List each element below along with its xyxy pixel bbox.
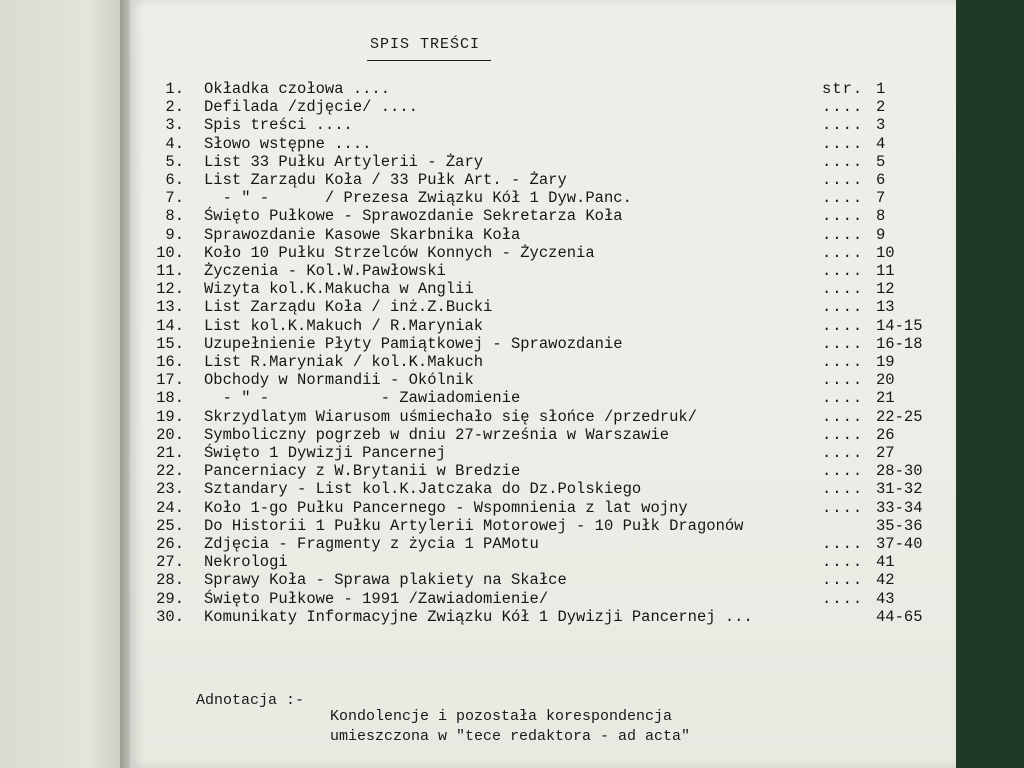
entry-number: 6. bbox=[165, 171, 184, 189]
entry-number: 2. bbox=[165, 98, 184, 117]
entry-number: 10. bbox=[156, 243, 184, 262]
entry-title: - " - / Prezesa Związku Kół 1 Dyw.Panc. bbox=[204, 189, 632, 208]
entry-leader-dots: .... bbox=[822, 225, 864, 244]
entry-leader-dots: .... bbox=[822, 152, 864, 171]
toc-entry bbox=[142, 590, 942, 608]
toc-entry bbox=[142, 480, 942, 498]
entry-title: Skrzydlatym Wiarusom uśmiechało się słońce /przedruk/ bbox=[204, 407, 697, 426]
entry-leader-dots: .... bbox=[822, 480, 864, 499]
entry-page-number: 4 bbox=[876, 134, 886, 153]
entry-title: Sprawy Koła - Sprawa plakiety na Skałce bbox=[204, 571, 567, 590]
toc-entry bbox=[142, 535, 942, 553]
entry-title: List R.Maryniak / kol.K.Makuch bbox=[204, 353, 484, 371]
entry-leader-dots: .... bbox=[822, 407, 864, 426]
toc-entry bbox=[142, 553, 942, 571]
entry-leader-dots: .... bbox=[822, 134, 864, 153]
entry-leader-dots: .... bbox=[822, 353, 864, 371]
entry-leader-dots: .... bbox=[822, 535, 864, 553]
toc-entry bbox=[142, 462, 942, 480]
entry-leader-dots: .... bbox=[822, 171, 864, 189]
entry-number: 24. bbox=[156, 498, 184, 517]
entry-leader-dots: .... bbox=[822, 589, 864, 608]
entry-page-number: 28-30 bbox=[876, 462, 923, 481]
left-page bbox=[0, 0, 126, 768]
entry-page-number: 31-32 bbox=[876, 480, 923, 499]
entry-leader-dots: .... bbox=[822, 371, 864, 390]
annotation-line-2: umieszczona w "tece redaktora - ad acta" bbox=[330, 728, 691, 745]
toc-entry bbox=[142, 335, 942, 353]
entry-title: List Zarządu Koła / 33 Pułk Art. - Żary bbox=[204, 171, 567, 189]
entry-leader-dots: .... bbox=[822, 553, 864, 572]
entry-title: Do Historii 1 Pułku Artylerii Motorowej - 10 Pułk Dragonów bbox=[204, 516, 744, 535]
entry-page-number: 43 bbox=[876, 589, 895, 608]
entry-page-number: 14-15 bbox=[876, 316, 923, 335]
entry-title: Symboliczny pogrzeb w dniu 27-września w Warszawie bbox=[204, 425, 670, 444]
toc-entry bbox=[142, 171, 942, 189]
toc-entry bbox=[142, 116, 942, 134]
entry-leader-dots: .... bbox=[822, 262, 864, 280]
toc-entry bbox=[142, 499, 942, 517]
entry-page-number: 42 bbox=[876, 571, 895, 590]
entry-number: 12. bbox=[156, 280, 184, 299]
entry-title: Nekrologi bbox=[204, 553, 288, 572]
title-underline bbox=[367, 60, 491, 61]
entry-number: 20. bbox=[156, 425, 184, 444]
entry-title: Zdjęcia - Fragmenty z życia 1 PAMotu bbox=[204, 535, 539, 553]
toc-entry bbox=[142, 189, 942, 207]
toc-entry bbox=[142, 262, 942, 280]
entry-number: 29. bbox=[156, 589, 184, 608]
entry-page-number: 44-65 bbox=[876, 607, 923, 626]
entry-page-number: 33-34 bbox=[876, 498, 923, 517]
toc-entry bbox=[142, 280, 942, 298]
entry-number: 30. bbox=[156, 607, 184, 626]
toc-entry bbox=[142, 408, 942, 426]
entry-leader-dots: .... bbox=[822, 280, 864, 299]
toc-entry bbox=[142, 389, 942, 407]
entry-title: Koło 1-go Pułku Pancernego - Wspomnienia z lat wojny bbox=[204, 498, 688, 517]
entry-page-number: 12 bbox=[876, 280, 895, 299]
entry-title: Święto 1 Dywizji Pancernej bbox=[204, 444, 446, 462]
entry-number: 22. bbox=[156, 462, 184, 481]
entry-leader-dots: .... bbox=[822, 243, 864, 262]
entry-number: 19. bbox=[156, 407, 184, 426]
entry-title: Okładka czołowa .... bbox=[204, 80, 391, 98]
entry-leader-dots: .... bbox=[822, 425, 864, 444]
entry-number: 26. bbox=[156, 535, 184, 553]
entry-number: 27. bbox=[156, 553, 184, 572]
entry-title: Koło 10 Pułku Strzelców Konnych - Życzenia bbox=[204, 243, 595, 262]
entry-page-number: 26 bbox=[876, 425, 895, 444]
entry-leader-dots: .... bbox=[822, 116, 864, 135]
entry-title: Sztandary - List kol.K.Jatczaka do Dz.Polskiego bbox=[204, 480, 642, 499]
toc-entry bbox=[142, 444, 942, 462]
entry-leader-dots: .... bbox=[822, 98, 864, 117]
entry-title: Defilada /zdjęcie/ .... bbox=[204, 98, 418, 117]
entry-page-number: 16-18 bbox=[876, 334, 923, 353]
entry-number: 23. bbox=[156, 480, 184, 499]
entry-title: Komunikaty Informacyjne Związku Kół 1 Dywizji Pancernej ... bbox=[204, 607, 753, 626]
entry-number: 1. bbox=[165, 80, 184, 98]
toc-entry bbox=[142, 98, 942, 116]
entry-number: 7. bbox=[165, 189, 184, 208]
entry-leader-dots: .... bbox=[822, 462, 864, 481]
entry-page-number: 9 bbox=[876, 225, 886, 244]
entry-leader-dots: .... bbox=[822, 389, 864, 408]
entry-page-number: 11 bbox=[876, 262, 895, 280]
entry-title: List kol.K.Makuch / R.Maryniak bbox=[204, 316, 484, 335]
entry-page-number: 19 bbox=[876, 353, 895, 371]
entry-page-number: 8 bbox=[876, 207, 886, 226]
entry-page-number: 22-25 bbox=[876, 407, 923, 426]
entry-page-number: 27 bbox=[876, 444, 895, 462]
entry-number: 13. bbox=[156, 298, 184, 317]
entry-leader-dots: .... bbox=[822, 207, 864, 226]
entry-title: Wizyta kol.K.Makucha w Anglii bbox=[204, 280, 474, 299]
entry-number: 28. bbox=[156, 571, 184, 590]
entry-number: 11. bbox=[156, 262, 184, 280]
toc-entry bbox=[142, 353, 942, 371]
entry-page-number: 10 bbox=[876, 243, 895, 262]
entry-number: 14. bbox=[156, 316, 184, 335]
entry-title: List Zarządu Koła / inż.Z.Bucki bbox=[204, 298, 493, 317]
entry-number: 15. bbox=[156, 334, 184, 353]
entry-page-number: 5 bbox=[876, 152, 886, 171]
toc-entry bbox=[142, 608, 942, 626]
toc-entry bbox=[142, 517, 942, 535]
annotation-label: Adnotacja :- bbox=[196, 692, 305, 709]
entry-number: 3. bbox=[165, 116, 184, 135]
str-label: str. bbox=[822, 80, 864, 98]
entry-number: 8. bbox=[165, 207, 184, 226]
entry-leader-dots: .... bbox=[822, 189, 864, 208]
entry-page-number: 35-36 bbox=[876, 516, 923, 535]
entry-leader-dots: .... bbox=[822, 571, 864, 590]
page-title: SPIS TREŚCI bbox=[370, 36, 481, 53]
entry-page-number: 13 bbox=[876, 298, 895, 317]
entry-page-number: 7 bbox=[876, 189, 886, 208]
entry-leader-dots: .... bbox=[822, 498, 864, 517]
entry-page-number: 3 bbox=[876, 116, 886, 135]
entry-title: Sprawozdanie Kasowe Skarbnika Koła bbox=[204, 225, 521, 244]
entry-leader-dots: .... bbox=[822, 444, 864, 462]
entry-title: List 33 Pułku Artylerii - Żary bbox=[204, 152, 484, 171]
entry-number: 17. bbox=[156, 371, 184, 390]
toc-entry bbox=[142, 298, 942, 316]
entry-title: Uzupełnienie Płyty Pamiątkowej - Sprawozdanie bbox=[204, 334, 623, 353]
toc-entry bbox=[142, 244, 942, 262]
entry-title: Święto Pułkowe - Sprawozdanie Sekretarza Koła bbox=[204, 207, 623, 226]
toc-entry bbox=[142, 226, 942, 244]
toc-entry bbox=[142, 80, 942, 98]
entry-leader-dots: .... bbox=[822, 316, 864, 335]
entry-page-number: 41 bbox=[876, 553, 895, 572]
toc-entry bbox=[142, 371, 942, 389]
entry-title: Obchody w Normandii - Okólnik bbox=[204, 371, 474, 390]
entry-page-number: 21 bbox=[876, 389, 895, 408]
entry-number: 5. bbox=[165, 152, 184, 171]
entry-number: 4. bbox=[165, 134, 184, 153]
entry-page-number: 37-40 bbox=[876, 535, 923, 553]
entry-leader-dots: .... bbox=[822, 298, 864, 317]
entry-leader-dots: .... bbox=[822, 334, 864, 353]
entry-title: - " - - Zawiadomienie bbox=[204, 389, 521, 408]
entry-number: 16. bbox=[156, 353, 184, 371]
toc-entry bbox=[142, 317, 942, 335]
annotation-line-1: Kondolencje i pozostała korespondencja bbox=[330, 708, 673, 725]
entry-number: 21. bbox=[156, 444, 184, 462]
toc-entry bbox=[142, 426, 942, 444]
document-page bbox=[130, 0, 956, 768]
toc-entry bbox=[142, 135, 942, 153]
entry-page-number: 20 bbox=[876, 371, 895, 390]
entry-title: Pancerniacy z W.Brytanii w Bredzie bbox=[204, 462, 521, 481]
entry-title: Życzenia - Kol.W.Pawłowski bbox=[204, 262, 446, 280]
entry-page-number: 6 bbox=[876, 171, 886, 189]
entry-page-number: 2 bbox=[876, 98, 886, 117]
entry-number: 18. bbox=[156, 389, 184, 408]
entry-number: 25. bbox=[156, 516, 184, 535]
entry-page-number: 1 bbox=[876, 80, 886, 98]
toc-entry bbox=[142, 571, 942, 589]
entry-title: Święto Pułkowe - 1991 /Zawiadomienie/ bbox=[204, 589, 549, 608]
toc-entry bbox=[142, 207, 942, 225]
entry-number: 9. bbox=[165, 225, 184, 244]
entry-title: Słowo wstępne .... bbox=[204, 134, 372, 153]
entry-title: Spis treści .... bbox=[204, 116, 353, 135]
toc-entry bbox=[142, 153, 942, 171]
